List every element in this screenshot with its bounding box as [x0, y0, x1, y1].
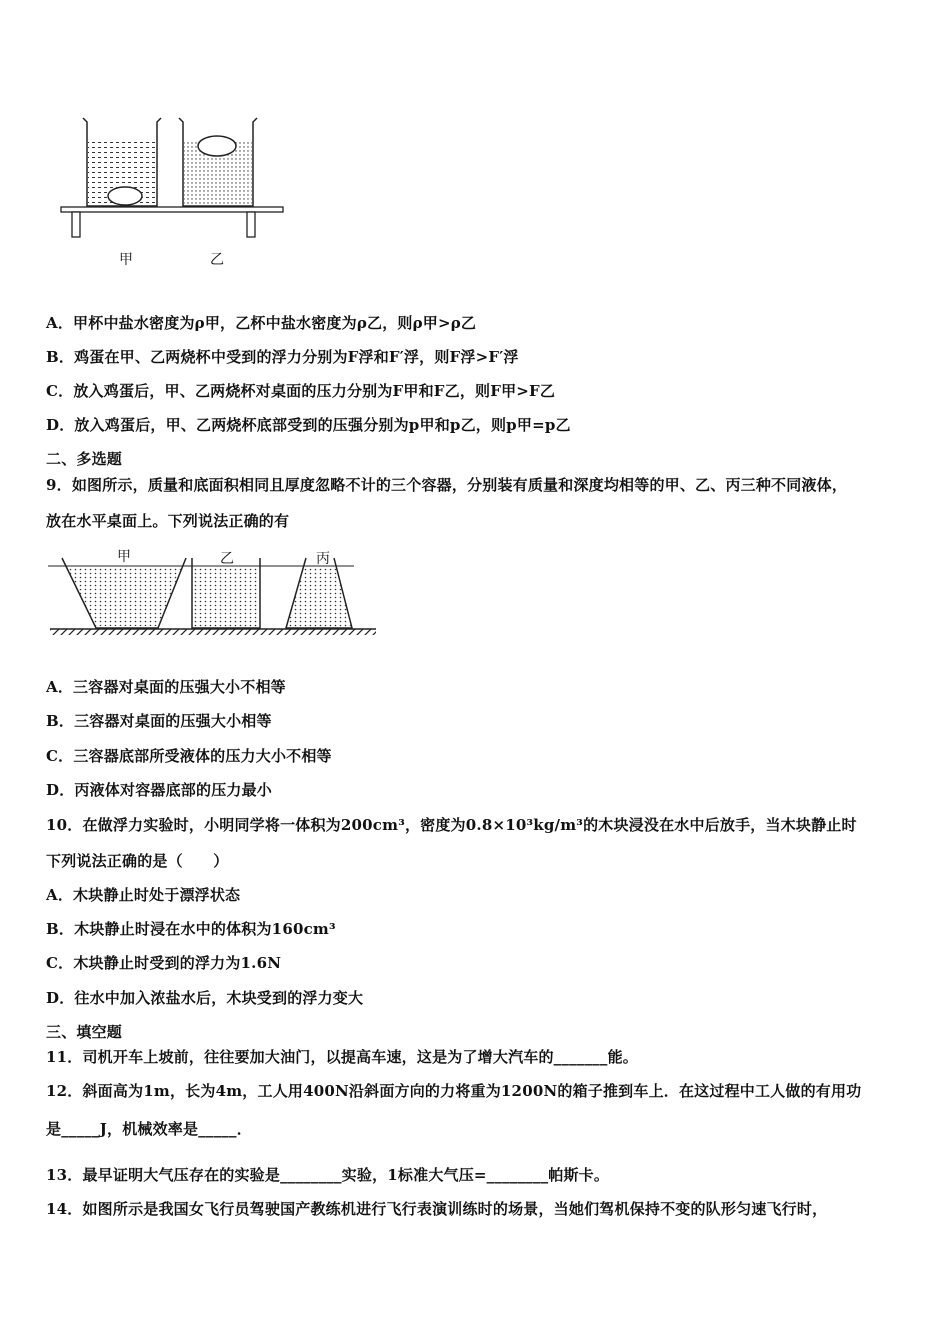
q10-option-c: C．木块静止时受到的浮力为1.6N — [46, 954, 282, 972]
q12-line1: 12．斜面高为1m，长为4m，工人用400N沿斜面方向的力将重为1200N的箱子推到车上．在这过程中工人做的有用功 — [46, 1082, 862, 1100]
q8-option-d: D．放入鸡蛋后，甲、乙两烧杯底部受到的压强分别为p甲和p乙，则p甲=p乙 — [46, 416, 571, 434]
q12-line2: 是_____J，机械效率是_____． — [46, 1120, 252, 1138]
container-label-yi: 乙 — [220, 551, 234, 567]
container-label-bing: 丙 — [316, 551, 330, 567]
container-label-jia: 甲 — [117, 549, 131, 565]
q10-option-d: D．往水中加入浓盐水后，木块受到的浮力变大 — [46, 989, 364, 1007]
beaker-label-right: 乙 — [210, 252, 224, 268]
q9-option-b: B．三容器对桌面的压强大小相等 — [46, 712, 272, 730]
q10-stem-line2: 下列说法正确的是（ ） — [46, 852, 229, 870]
q10-stem-line1: 10．在做浮力实验时，小明同学将一体积为200cm³，密度为0.8×10³kg/m³的木块浸没在水中后放手，当木块静止时 — [46, 816, 857, 834]
q8-option-a: A．甲杯中盐水密度为ρ甲，乙杯中盐水密度为ρ乙，则ρ甲>ρ乙 — [46, 314, 477, 332]
section-heading-fill-blank: 三、填空题 — [46, 1023, 123, 1041]
q13-text: 13．最早证明大气压存在的实验是________实验，1标准大气压=________帕斯卡。 — [46, 1166, 610, 1184]
section-heading-multi-choice: 二、多选题 — [46, 450, 123, 468]
q9-option-c: C．三容器底部所受液体的压力大小不相等 — [46, 747, 332, 765]
q14-text: 14．如图所示是我国女飞行员驾驶国产教练机进行飞行表演训练时的场景，当她们驾机保持不变的队形匀速飞行时， — [46, 1200, 828, 1218]
q9-option-a: A．三容器对桌面的压强大小不相等 — [46, 678, 286, 696]
beaker-label-left: 甲 — [119, 252, 133, 268]
q10-option-b: B．木块静止时浸在水中的体积为160cm³ — [46, 920, 336, 938]
q8-option-c: C．放入鸡蛋后，甲、乙两烧杯对桌面的压力分别为F甲和F乙，则F甲>F乙 — [46, 382, 556, 400]
q9-stem-line1: 9．如图所示，质量和底面积相同且厚度忽略不计的三个容器，分别装有质量和深度均相等的甲、乙、丙三种不同液体， — [46, 476, 848, 494]
figure-containers — [44, 540, 384, 640]
q8-option-b: B．鸡蛋在甲、乙两烧杯中受到的浮力分别为F浮和F′浮，则F浮>F′浮 — [46, 348, 519, 366]
q10-option-a: A．木块静止时处于漂浮状态 — [46, 886, 241, 904]
q9-stem-line2: 放在水平桌面上。下列说法正确的有 — [46, 512, 290, 530]
q9-option-d: D．丙液体对容器底部的压力最小 — [46, 781, 273, 799]
figure-beakers — [55, 110, 295, 245]
q11-text: 11．司机开车上坡前，往往要加大油门，以提高车速，这是为了增大汽车的_______能。 — [46, 1048, 638, 1066]
